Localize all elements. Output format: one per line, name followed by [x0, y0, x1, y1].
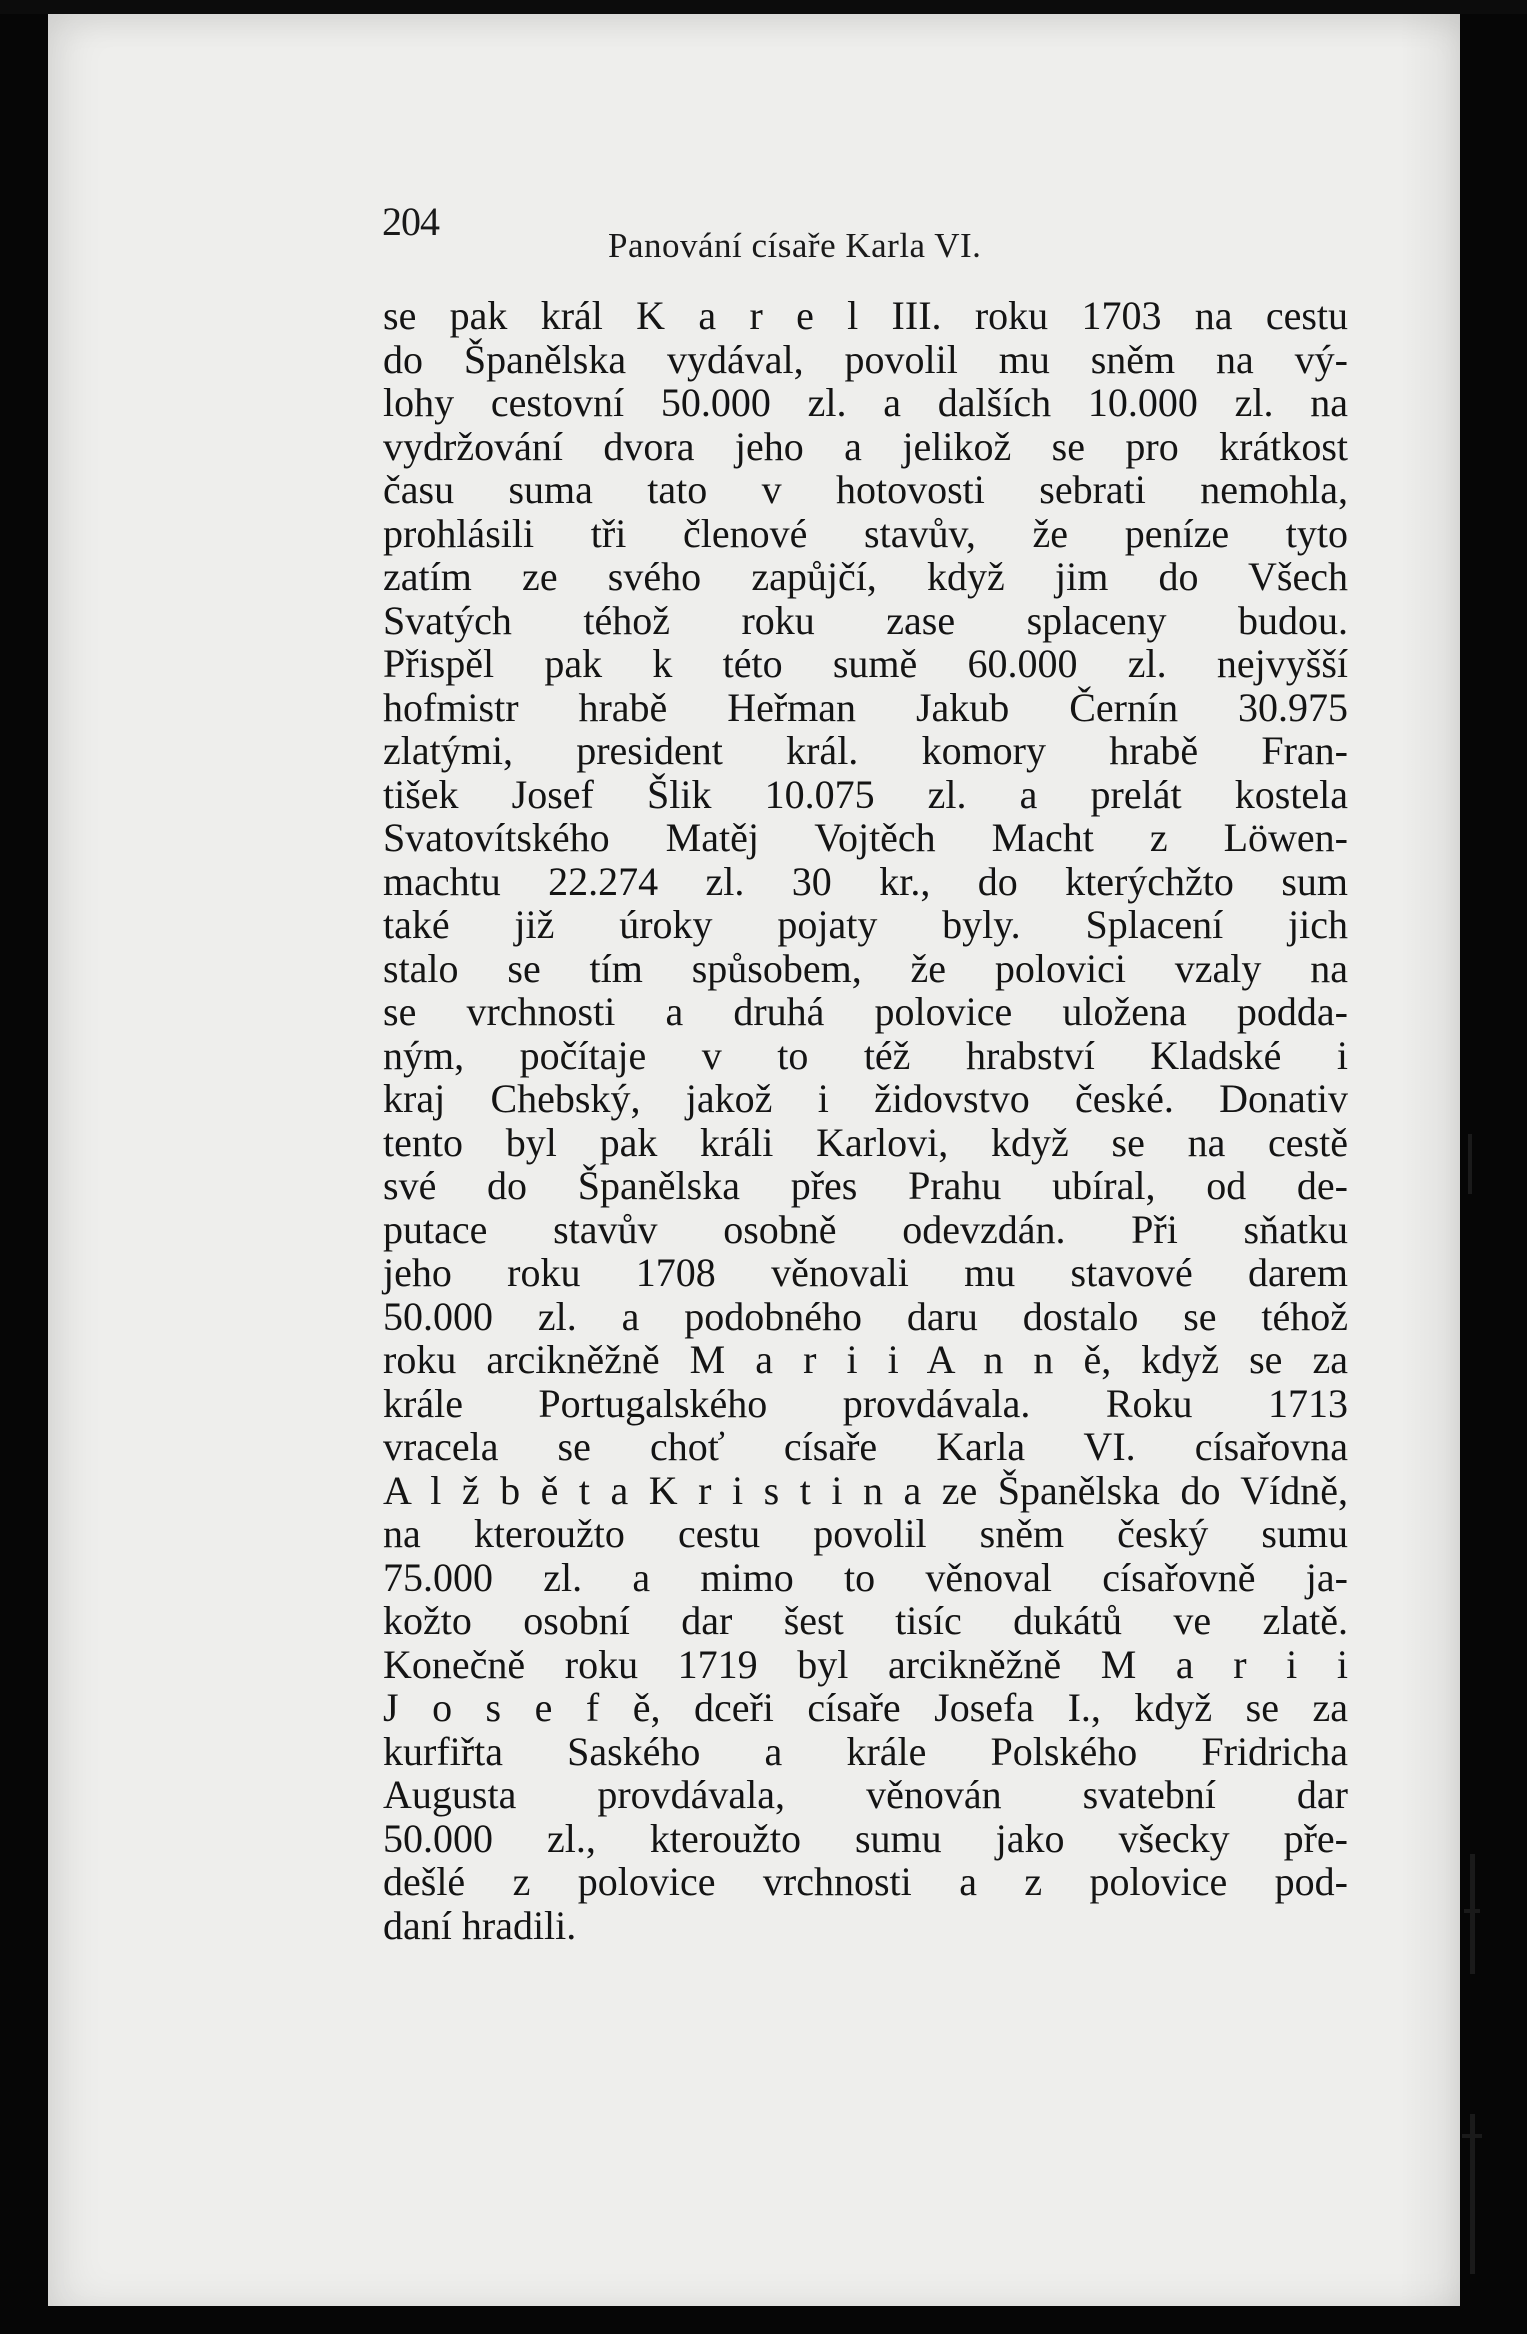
text-line: daní hradili. — [383, 1902, 577, 1948]
text-line: lohy cestovní 50.000 zl. a dalších 10.000 zl. na — [383, 380, 1348, 425]
text-line: také již úroky pojaty byly. Splacení jich — [383, 902, 1348, 947]
text-line: kurfiřta Saského a krále Polského Fridricha — [383, 1728, 1348, 1774]
text-line: stalo se tím spůsobem, že polovici vzaly na — [383, 945, 1348, 991]
text-line: prohlásili tři členové stavův, že peníze tyto — [383, 510, 1348, 556]
text-line: roku arcikněžně M a r i i A n n ě, když se za — [383, 1337, 1348, 1382]
text-line: na kteroužto cestu povolil sněm český sumu — [383, 1511, 1348, 1556]
text-line: tišek Josef Šlik 10.075 zl. a prelát kostela — [383, 771, 1348, 817]
text-line: Svatých téhož roku zase splaceny budou. — [383, 597, 1348, 643]
text-line: 50.000 zl., kteroužto sumu jako všecky pře- — [383, 1815, 1348, 1861]
text-line: 50.000 zl. a podobného daru dostalo se téhož — [383, 1293, 1348, 1339]
page-edge-artifacts — [1462, 1134, 1492, 2334]
text-line: kožto osobní dar šest tisíc dukátů ve zlatě. — [383, 1598, 1348, 1643]
page-gutter-shadow — [1400, 14, 1460, 2306]
text-line: zatím ze svého zapůjčí, když jim do Všech — [383, 554, 1348, 599]
text-line: jeho roku 1708 věnovali mu stavové darem — [383, 1250, 1348, 1295]
text-line: Svatovítského Matěj Vojtěch Macht z Löwen- — [383, 815, 1348, 860]
text-line: se vrchnosti a druhá polovice uložena podda- — [383, 989, 1348, 1034]
text-line: své do Španělska přes Prahu ubíral, od de- — [383, 1163, 1348, 1208]
text-line: Přispěl pak k této sumě 60.000 zl. nejvyšší — [383, 641, 1348, 686]
text-line: putace stavův osobně odevzdán. Při sňatku — [383, 1206, 1348, 1252]
text-line: vracela se choť císaře Karla VI. císařovna — [383, 1424, 1348, 1469]
text-line: ným, počítaje v to též hrabství Kladské i — [383, 1032, 1348, 1078]
book-page — [48, 14, 1460, 2306]
scan-border-top — [0, 0, 1527, 14]
running-head-title: Panování císaře Karla VI. — [608, 226, 982, 265]
text-line: Augusta provdávala, věnován svatební dar — [383, 1772, 1348, 1817]
text-line: se pak král K a r e l III. roku 1703 na cestu — [383, 293, 1348, 338]
page-number: 204 — [382, 199, 439, 244]
text-line: machtu 22.274 zl. 30 kr., do kterýchžto sum — [383, 858, 1348, 904]
text-line: hofmistr hrabě Heřman Jakub Černín 30.975 — [383, 684, 1348, 730]
text-line: vydržování dvora jeho a jelikož se pro krátkost — [383, 423, 1348, 469]
text-line: dešlé z polovice vrchnosti a z polovice pod- — [383, 1859, 1348, 1904]
text-line: času suma tato v hotovosti sebrati nemohla, — [383, 467, 1348, 512]
text-line: Konečně roku 1719 byl arcikněžně M a r i i — [383, 1641, 1348, 1687]
text-line: krále Portugalského provdávala. Roku 1713 — [383, 1380, 1348, 1426]
text-line: J o s e f ě, dceři císaře Josefa I., když se za — [383, 1685, 1348, 1730]
text-line: A l ž b ě t a K r i s t i n a ze Španělska do Vídně, — [383, 1467, 1348, 1513]
text-line: do Španělska vydával, povolil mu sněm na vý- — [383, 336, 1348, 382]
text-line: 75.000 zl. a mimo to věnoval císařovně ja- — [383, 1554, 1348, 1600]
text-line: kraj Chebský, jakož i židovstvo české. Donativ — [383, 1076, 1348, 1121]
text-line: tento byl pak králi Karlovi, když se na cestě — [383, 1119, 1348, 1165]
body-paragraph — [383, 294, 1348, 1947]
text-line: zlatými, president král. komory hrabě Fran- — [383, 728, 1348, 773]
